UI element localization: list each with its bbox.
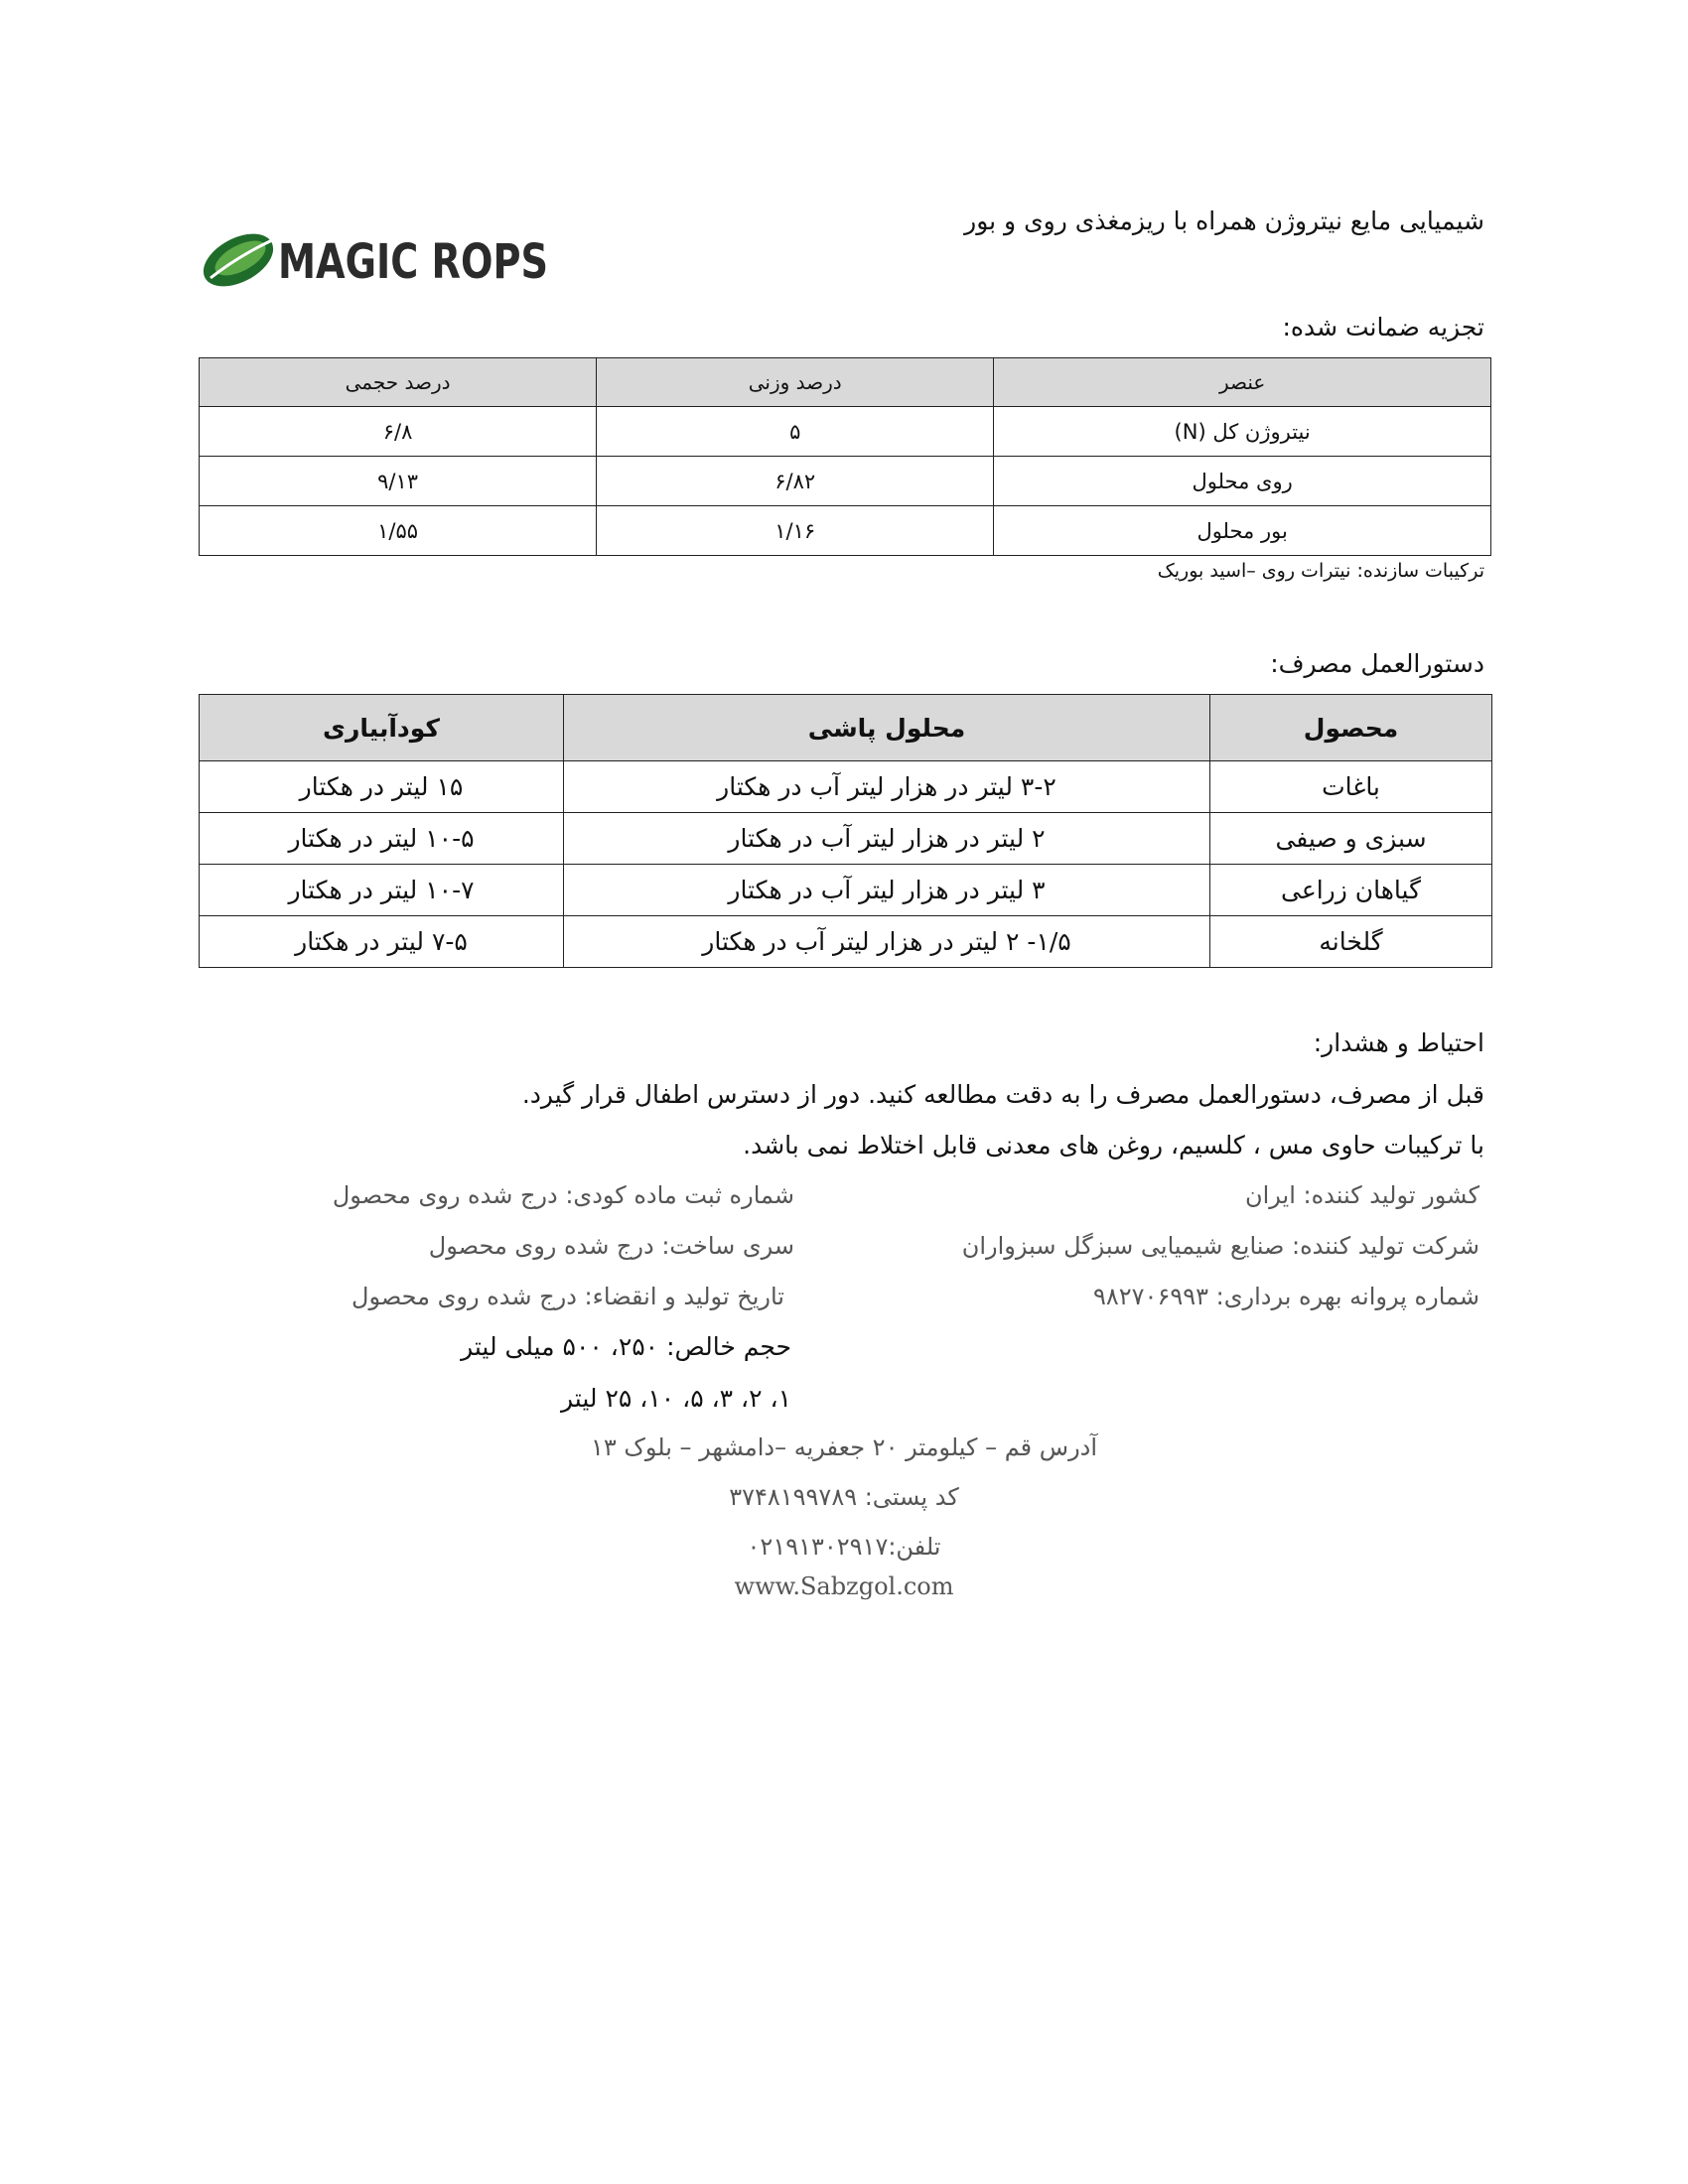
website-link[interactable]: www.Sabzgol.com bbox=[734, 1572, 954, 1600]
table-cell: گلخانه bbox=[1210, 916, 1492, 968]
table-cell: ۹/۱۳ bbox=[200, 457, 597, 506]
table-cell: سبزی و صیفی bbox=[1210, 813, 1492, 865]
table-cell: روی محلول bbox=[994, 457, 1491, 506]
registration-number: شماره ثبت ماده کودی: درج شده روی محصول bbox=[332, 1181, 794, 1209]
table-row bbox=[200, 457, 1491, 506]
table-header-row bbox=[200, 358, 1491, 407]
warning-line-1: قبل از مصرف، دستورالعمل مصرف را به دقت مطالعه کنید. دور از دسترس اطفال قرار گیرد. bbox=[521, 1080, 1484, 1109]
net-volume: حجم خالص: ۲۵۰، ۵۰۰ میلی لیتر bbox=[461, 1332, 791, 1361]
table-row bbox=[200, 761, 1492, 813]
document-title: شیمیایی مایع نیتروژن همراه با ریزمغذی روی و بور bbox=[964, 206, 1484, 235]
table-cell: ۲ لیتر در هزار لیتر آب در هکتار bbox=[564, 813, 1210, 865]
column-header: کودآبیاری bbox=[200, 695, 564, 761]
table-cell: ۱/۵- ۲ لیتر در هزار لیتر آب در هکتار bbox=[564, 916, 1210, 968]
leaf-logo-icon bbox=[199, 220, 556, 300]
table-cell: ۶/۸۲ bbox=[597, 457, 994, 506]
dosage-table bbox=[199, 694, 1492, 968]
table-cell: گیاهان زراعی bbox=[1210, 865, 1492, 916]
table-cell: ۷-۵ لیتر در هکتار bbox=[200, 916, 564, 968]
address: آدرس قم – کیلومتر ۲۰ جعفریه –دامشهر – بلوک ۱۳ bbox=[590, 1433, 1098, 1461]
table-row bbox=[200, 813, 1492, 865]
composition-note: ترکیبات سازنده: نیترات روی –اسید بوریک bbox=[1157, 560, 1484, 582]
table-row bbox=[200, 506, 1491, 556]
manufacturer: شرکت تولید کننده: صنایع شیمیایی سبزگل سبزواران bbox=[961, 1232, 1479, 1260]
batch-number: سری ساخت: درج شده روی محصول bbox=[428, 1232, 794, 1260]
table-cell: ۱۰-۵ لیتر در هکتار bbox=[200, 813, 564, 865]
country-of-origin: کشور تولید کننده: ایران bbox=[1245, 1181, 1479, 1209]
table-row bbox=[200, 916, 1492, 968]
table-cell: ۱/۵۵ bbox=[200, 506, 597, 556]
available-sizes: ۱، ۲، ۳، ۵، ۱۰، ۲۵ لیتر bbox=[561, 1384, 791, 1413]
analysis-label: تجزیه ضمانت شده: bbox=[1282, 313, 1484, 341]
table-cell: ۱۰-۷ لیتر در هکتار bbox=[200, 865, 564, 916]
phone-number: تلفن:۰۲۱۹۱۳۰۲۹۱۷ bbox=[747, 1533, 941, 1561]
column-header: محصول bbox=[1210, 695, 1492, 761]
column-header: محلول پاشی bbox=[564, 695, 1210, 761]
column-header: درصد حجمی bbox=[200, 358, 597, 407]
logo-text: MAGIC ROPS bbox=[278, 234, 548, 290]
production-expiry-date: تاریخ تولید و انقضاء: درج شده روی محصول bbox=[352, 1283, 784, 1310]
table-cell: ۶/۸ bbox=[200, 407, 597, 457]
warning-label: احتیاط و هشدار: bbox=[1313, 1028, 1484, 1057]
analysis-table bbox=[199, 357, 1491, 556]
column-header: عنصر bbox=[994, 358, 1491, 407]
warning-line-2: با ترکیبات حاوی مس ، کلسیم، روغن های معدنی قابل اختلاط نمی باشد. bbox=[743, 1131, 1484, 1160]
postal-code: کد پستی: ۳۷۴۸۱۹۹۷۸۹ bbox=[729, 1483, 959, 1511]
license-number: شماره پروانه بهره برداری: ۹۸۲۷۰۶۹۹۳ bbox=[1092, 1283, 1479, 1310]
table-cell: ۳ لیتر در هزار لیتر آب در هکتار bbox=[564, 865, 1210, 916]
table-cell: باغات bbox=[1210, 761, 1492, 813]
table-cell: نیتروژن کل (N) bbox=[994, 407, 1491, 457]
magic-crops-logo bbox=[199, 220, 556, 300]
table-cell: ۱۵ لیتر در هکتار bbox=[200, 761, 564, 813]
column-header: درصد وزنی bbox=[597, 358, 994, 407]
table-row bbox=[200, 407, 1491, 457]
table-row bbox=[200, 865, 1492, 916]
table-header-row bbox=[200, 695, 1492, 761]
table-cell: ۱/۱۶ bbox=[597, 506, 994, 556]
dosage-label: دستورالعمل مصرف: bbox=[1270, 649, 1484, 678]
table-cell: ۵ bbox=[597, 407, 994, 457]
table-cell: ۳-۲ لیتر در هزار لیتر آب در هکتار bbox=[564, 761, 1210, 813]
table-cell: بور محلول bbox=[994, 506, 1491, 556]
